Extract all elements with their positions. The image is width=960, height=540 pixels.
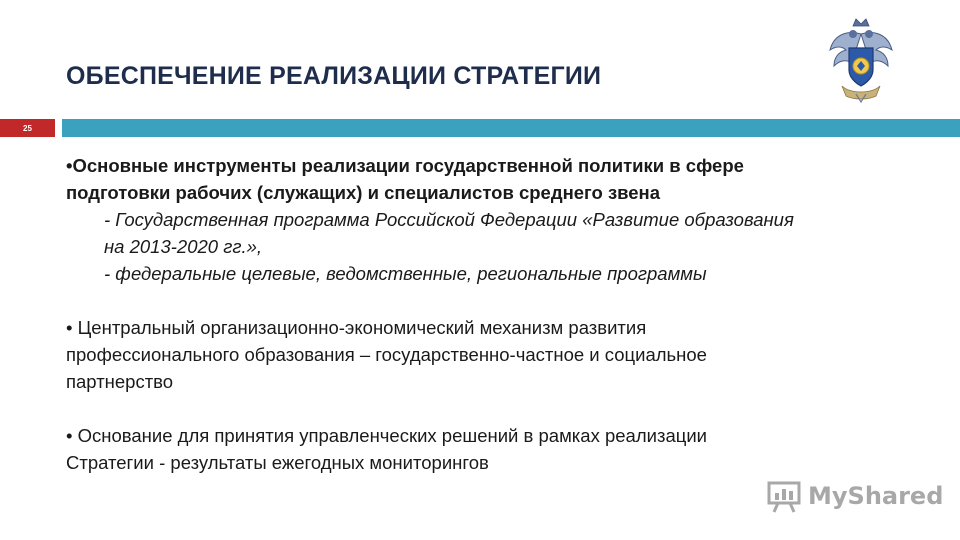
sub-item-state-program: - Государственная программа Российской Федерации «Развитие образования	[104, 209, 794, 230]
bullet-text: Основные инструменты реализации государственной политики в сфере	[72, 155, 744, 176]
sub-item-target-programs: - федеральные целевые, ведомственные, региональные программы	[104, 263, 707, 284]
list-item	[66, 422, 936, 449]
list-item	[66, 152, 936, 179]
slide-number-tab: 25	[0, 119, 55, 137]
bullet-text-continuation: профессионального образования – государственно-частное и социальное	[66, 344, 707, 365]
bullet-item-instruments	[66, 152, 936, 287]
watermark-text: MyShared	[808, 482, 944, 510]
sub-item-state-program-continuation: на 2013-2020 гг.»,	[104, 236, 263, 257]
bullet-text-continuation: подготовки рабочих (служащих) и специалистов среднего звена	[66, 182, 661, 203]
bullet-text: Центральный организационно-экономический механизм развития	[77, 317, 647, 338]
bullet-text-continuation: Стратегии - результаты ежегодных мониторингов	[66, 452, 489, 473]
spacer	[66, 395, 936, 422]
list-item	[66, 314, 936, 341]
bullet-text-continuation: партнерство	[66, 371, 174, 392]
bullet-dot-icon: •	[66, 155, 73, 176]
double-headed-eagle-emblem-icon	[826, 16, 896, 104]
spacer	[66, 287, 936, 314]
watermark	[766, 476, 943, 516]
bullet-dot-icon: •	[66, 317, 78, 338]
presentation-board-icon	[766, 479, 802, 513]
slide-body	[66, 152, 936, 476]
bullet-item-monitoring	[66, 422, 936, 476]
header-divider-bar	[62, 119, 960, 137]
slide-title: ОБЕСПЕЧЕНИЕ РЕАЛИЗАЦИИ СТРАТЕГИИ	[66, 62, 602, 90]
bullet-item-mechanism	[66, 314, 936, 395]
bullet-text: Основание для принятия управленческих решений в рамках реализации	[77, 425, 707, 446]
bullet-dot-icon: •	[66, 425, 78, 446]
